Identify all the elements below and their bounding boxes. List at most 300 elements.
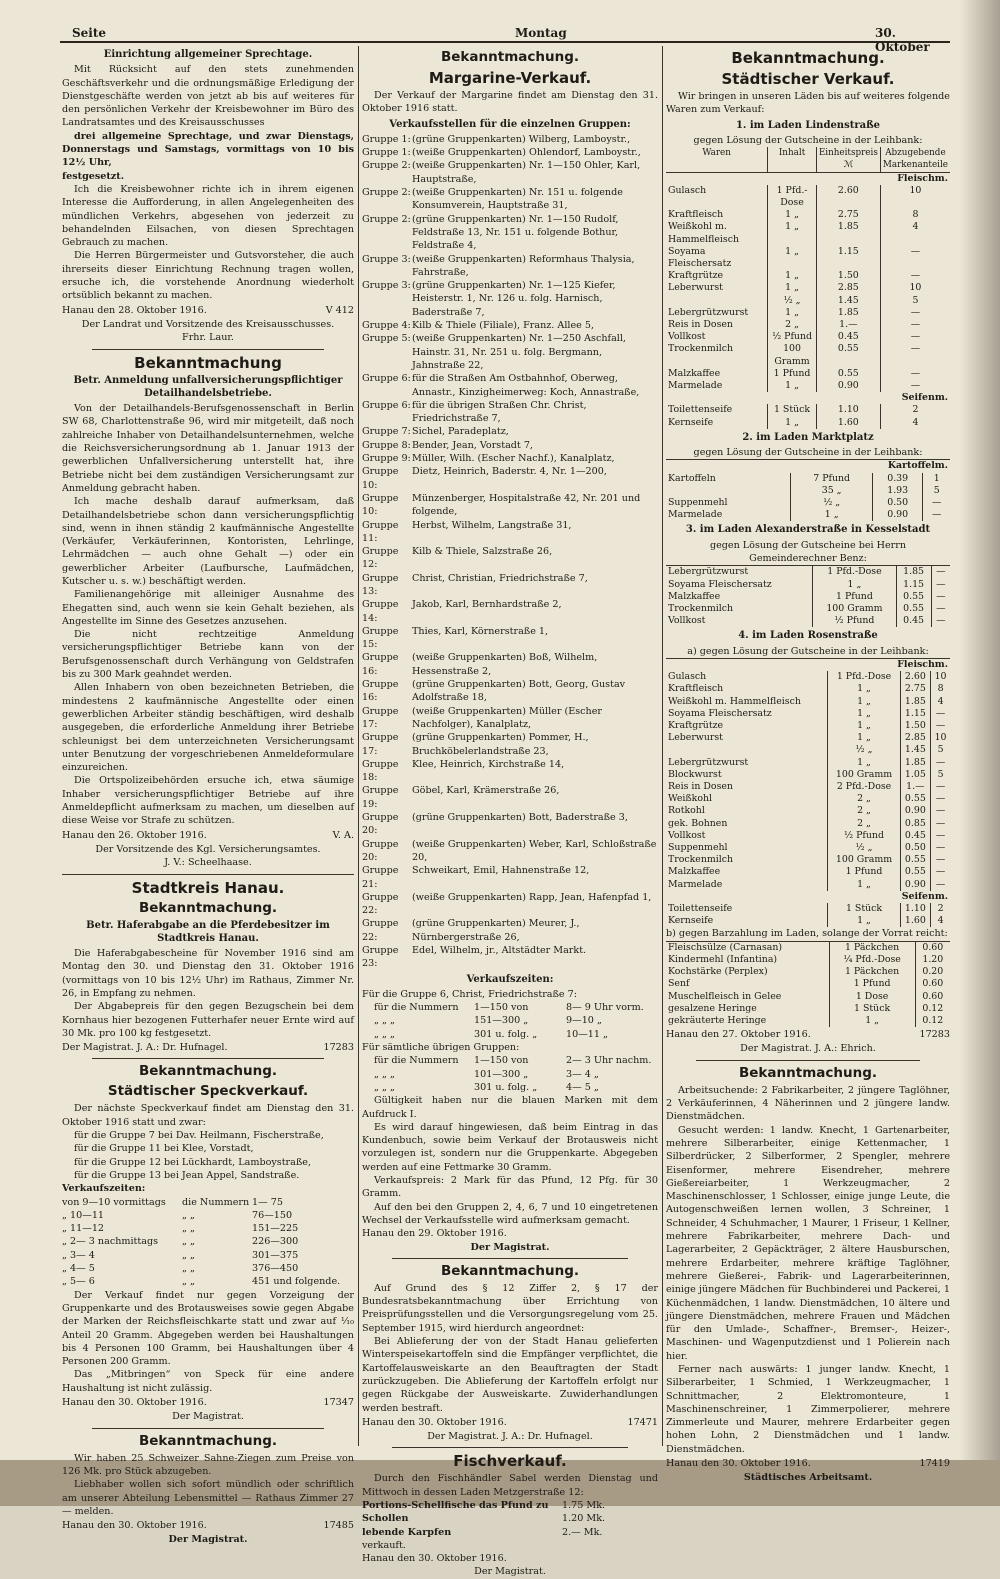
group-shop: für die übrigen Straßen Chr. Christ, Friedrichstraße 7, (412, 399, 587, 425)
list-item (362, 811, 658, 838)
cell-w: Suppenmehl (668, 842, 728, 854)
time: 4— 5 „ (566, 1081, 599, 1093)
category-label: Fleischm. (897, 172, 948, 184)
table-body (666, 941, 950, 1027)
time: 9—10 „ (566, 1015, 602, 1027)
cell-a: — (931, 708, 950, 720)
cell-w: gekräuterte Heringe (668, 1014, 767, 1026)
cell-e: 1.20 (915, 954, 950, 966)
divider (392, 1258, 628, 1259)
group-label: Gruppe 19: (362, 785, 399, 810)
cell-w: Lebergrützwurst (668, 306, 749, 318)
cell-a: 4 (880, 221, 950, 245)
group-shop: (grüne Gruppenkarten) Pommer, H., Bruchköbelerlandstraße 23, (412, 732, 589, 757)
paragraph: Gesucht werden: 1 landw. Knecht, 1 Gartenarbeiter, mehrere Silberarbeiter, einige Kettenmacher, 1 Silberdrücker, 2 Silberformer, 2 Spengler, mehrere Eisenformer, mehrere Eisendreher, mehrere Gießereiarbeiter, 1 Werkzeugmacher, 2 Maschinenschlosser, 1 Schlosser, einige junge Leute, die Autogenschweißen lernen wollen, 3 Schreiner, 1 Schneider, 4 Schuhmacher, 1 Maurer, 1 Friseur, 1 Kellner, mehrere Fabrikarbeiter, mehrere Dach- und Lagerarbeiter, 2 Gepäckträger, 2 ältere Hausburschen, mehrere Erdarbeiter, mehrere kräftige Taglöhner, mehrere Gießerei-, Fabrik- und Lagerarbeiterinnen, einige jüngere Mädchen für Buchbinderei und Packerei, 1 Küchenmädchen, 1 landw. Dienstmädchen, 10 ältere und jüngere Dienstmädchen, mehrere Frauen und Mädchen für den Umlade-, Schaffner-, Bremser-, Heizer-, Maschinen- und Wagenputzdienst und 1 Polierein nach hier. (666, 1124, 950, 1362)
notice-sprechtage (62, 48, 354, 345)
date-line (62, 829, 354, 842)
cell-e: 0.55 (900, 854, 931, 866)
shop-note: gegen Lösung der Gutscheine in der Leihbank: (693, 447, 923, 459)
cell-e: 1.05 (900, 769, 931, 781)
cell-a: 5 (931, 769, 950, 781)
cell-e: 0.85 (900, 818, 931, 830)
schedule-row (62, 1196, 354, 1209)
cell-i: ½ „ (791, 497, 873, 509)
signature: Der Magistrat. J. A.: Dr. Hufnagel. (427, 1431, 593, 1443)
list-item (362, 465, 658, 492)
cell-w: Vollkost (668, 331, 706, 343)
group-label: Gruppe 5: (362, 333, 411, 345)
cell-a: 5 (880, 295, 950, 307)
cell-e: 1.93 (872, 485, 922, 497)
cell-a: 2 (931, 903, 950, 915)
column-header: Abzugebende Markenanteile (880, 147, 950, 172)
group-shop: (weiße Gruppenkarten) Boß, Wilhelm, Hessenstraße 2, (412, 652, 598, 677)
list-item: für die Gruppe 13 bei Jean Appel, Sandstraße. (74, 1169, 300, 1181)
group-label: Gruppe 10: (362, 466, 399, 491)
ref-number: 17485 (323, 1520, 354, 1532)
cell-w: Vollkost (668, 615, 706, 627)
cell-e: 1.85 (816, 221, 880, 245)
divider (62, 874, 354, 875)
table-row (666, 295, 950, 307)
cell-w: Lebergrützwurst (668, 566, 749, 578)
cell-e: 0.60 (915, 991, 950, 1003)
date: Hanau den 28. Oktober 1916. (62, 304, 207, 316)
table-row (666, 591, 950, 603)
notice-title: Bekanntmachung. (138, 899, 277, 916)
cell-a: — (931, 579, 950, 591)
list-item (362, 372, 658, 399)
table-row (666, 417, 950, 429)
ref-number: 17471 (627, 1416, 658, 1428)
list-item (362, 784, 658, 811)
signature: Der Magistrat. (172, 1411, 244, 1423)
paragraph: Die Herren Bürgermeister und Gutsvorsteher, die auch ihrerseits dieser Einrichtung Rechnung tragen wollen, ersuche ich, die vorstehende Anordnung wiederholt ortsüblich bekannt zu machen. (62, 250, 354, 302)
date-line (62, 1519, 354, 1532)
cell-i: ½ „ (828, 744, 900, 756)
table-row (666, 343, 950, 367)
cell-w: Gulasch (668, 671, 707, 683)
paragraph: Arbeitsuchende: 2 Fabrikarbeiter, 2 jüngere Taglöhner, 2 Verkäuferinnen, 4 Näherinnen und 2 jüngere landw. Dienstmädchen. (666, 1084, 950, 1123)
column-divider (358, 46, 359, 1446)
group-label: Gruppe 3: (362, 280, 411, 292)
group-label: Gruppe 1: (362, 133, 411, 145)
cell-w: Leberwurst (668, 732, 723, 744)
cell-a: — (880, 246, 950, 270)
notice-subtitle: Margarine-Verkauf. (428, 69, 592, 87)
table-row (666, 732, 950, 744)
group-label: Gruppe 16: (362, 679, 399, 704)
paragraph: drei allgemeine Sprechtage, und zwar Dienstags, Donnerstags und Samstags, vormittags von 10 bis 12½ Uhr, (62, 130, 354, 169)
cell-w: Kindermehl (Infantina) (668, 953, 778, 965)
list-item (362, 864, 658, 891)
header-day: Montag (515, 26, 567, 40)
table-body (666, 404, 950, 428)
group-shop: (weiße Gruppenkarten) Müller (Escher Nachfolger), Kanalplatz, (412, 705, 602, 730)
time: „ 2— 3 nachmittags (62, 1236, 159, 1248)
cell-i: 1 Pfund (828, 866, 900, 878)
cell-w: Gulasch (668, 184, 707, 196)
cell-w: gek. Bohnen (668, 817, 728, 829)
group-shop: (weiße Gruppenkarten) Nr. 151 u. folgende Konsumverein, Hauptstraße 31, (412, 187, 623, 212)
cell-e: 0.55 (900, 793, 931, 805)
cell-i: 7 Pfund (791, 473, 873, 485)
table-row (666, 991, 950, 1003)
category-row (666, 172, 950, 185)
table-row (666, 915, 950, 927)
cell-i: 1 „ (829, 1015, 915, 1027)
paragraph: Ich mache deshalb darauf aufmerksam, daß Detailhandelsbetriebe schon dann versicherungspflichtig sind, wenn in ihnen ständig 2 kaufmännische Angestellte (Verkäufer, Verkäuferinnen, Kontoristen, Lehrlinge, Lehrmädchen — auch ohne Gehalt —) oder ein gewerblicher Arbeiter (Laufbursche, Laufmädchen, Kutscher u. s. w.) beschäftigt werden. (62, 496, 354, 587)
cell-e: 1.15 (900, 708, 931, 720)
table-row (666, 380, 950, 392)
table-body (666, 473, 950, 522)
cell-w: Soyama Fleischersatz (668, 707, 772, 719)
table-row (666, 485, 950, 497)
cell-i: 100 Gramm (768, 343, 817, 367)
group-label: Gruppe 22: (362, 918, 399, 943)
group-shop: Edel, Wilhelm, jr., Altstädter Markt. (412, 945, 587, 956)
notice-speckverkauf (62, 1063, 354, 1423)
cell-w: Toilettenseife (668, 404, 733, 416)
notice-title: Bekanntmachung. (731, 49, 885, 67)
cell-w: Kartoffeln (668, 472, 716, 484)
ref-number: 17283 (323, 1042, 354, 1054)
goods-table (666, 658, 950, 927)
schedule-row (362, 1081, 658, 1094)
goods-table (666, 565, 950, 627)
signature: Der Magistrat. (470, 1241, 550, 1253)
cell-a: — (931, 793, 950, 805)
cell-i: ½ „ (828, 842, 900, 854)
cell-a: — (880, 343, 950, 367)
category-row (666, 460, 950, 473)
cell-w (666, 744, 828, 756)
table-row (666, 879, 950, 891)
cell-e: 0.55 (896, 603, 931, 615)
cell-e: 1.60 (900, 915, 931, 927)
table-row (666, 615, 950, 627)
cell-i: 1 Päckchen (829, 941, 915, 954)
cell-i: 1 „ (768, 282, 817, 294)
table-row (666, 696, 950, 708)
shop-note: b) gegen Barzahlung im Laden, solange der Vorrat reicht: (666, 928, 948, 940)
list-item (362, 598, 658, 625)
paragraph: Die Haferabgabescheine für November 1916 sind am Montag den 30. und Dienstag den 31. Oktober 1916 (vormittags von 10 bis 12½ Uhr) im Rathaus, Zimmer Nr. 26, in Empfang zu nehmen. (62, 948, 354, 999)
list-item (362, 159, 658, 186)
group-label: Gruppe 6: (362, 399, 411, 411)
cell-a: 10 (880, 282, 950, 294)
cell-a: 4 (931, 696, 950, 708)
column-3 (666, 46, 950, 1485)
table-row (666, 319, 950, 331)
paragraph: Ferner nach auswärts: 1 junger landw. Knecht, 1 Silberarbeiter, 1 Schmied, 1 Werkzeugmacher, 1 Schnittmacher, 2 Elektromonteure, 1 Maschinenschreiner, 1 Zimmerpolierer, mehrere Zimmerleute und Maurer, mehrere Erdarbeiter gegen hohen Lohn, 2 Dienstmädchen und 1 landw. Dienstmädchen. (666, 1363, 950, 1455)
cell-i: 1 „ (768, 307, 817, 319)
cell-w: Marmelade (668, 380, 723, 392)
list-item (362, 133, 658, 146)
cell-e: 0.55 (900, 866, 931, 878)
cell-a: 8 (880, 209, 950, 221)
table-body (666, 903, 950, 927)
group-label: Gruppe 11: (362, 519, 399, 544)
numbers: 301 u. folg. „ (474, 1081, 538, 1093)
cell-w: Weißkohl m. Hammelfleisch (668, 221, 739, 245)
numbers: 1—150 von (474, 1055, 529, 1067)
cell-w: Weißkohl m. Hammelfleisch (668, 695, 801, 707)
time: „ 5— 6 (62, 1276, 95, 1288)
list-item (362, 838, 658, 865)
table-row (666, 842, 950, 854)
category-label: Kartoffelm. (887, 460, 948, 472)
schedule (62, 1196, 354, 1289)
schedule-row (62, 1235, 354, 1248)
cell-i: 1 Pfund (813, 591, 896, 603)
group-label: Gruppe 2: (362, 187, 411, 199)
table-row (666, 805, 950, 817)
paragraph: Das „Mitbringen“ von Speck für eine andere Haushaltung ist nicht zulässig. (62, 1369, 354, 1394)
group-shop: Dietz, Heinrich, Baderstr. 4, Nr. 1—200, (412, 466, 607, 478)
cell-e: 1.85 (896, 566, 931, 579)
table-row (666, 793, 950, 805)
notice-fischverkauf (362, 1452, 658, 1578)
cell-e: 0.45 (900, 830, 931, 842)
table-row (666, 683, 950, 695)
cell-i: 1 Pfund (829, 978, 915, 990)
cell-e: 0.45 (896, 615, 931, 627)
table-row (666, 769, 950, 781)
page-edge-shadow (960, 0, 1000, 1506)
table-row (666, 830, 950, 842)
table-row (666, 246, 950, 270)
cell-a: — (931, 879, 950, 891)
cell-e: 0.50 (872, 497, 922, 509)
cell-a: 5 (923, 485, 950, 497)
cell-a: 2 (880, 404, 950, 416)
group-label: Gruppe 3: (362, 253, 411, 265)
table-header (666, 147, 950, 172)
date-line (62, 304, 354, 317)
cell-i: ¼ Pfd.-Dose (829, 954, 915, 966)
table-row (666, 185, 950, 209)
cell-e: 0.55 (816, 343, 880, 367)
paragraph: festgesetzt. (62, 170, 125, 182)
notice-title: Bekanntmachung (134, 353, 282, 372)
time: 3— 4 „ (566, 1068, 599, 1080)
notice-title: Einrichtung allgemeiner Sprechtage. (103, 49, 313, 60)
cell-w: Lebergrützwurst (668, 756, 749, 768)
group-label: Gruppe 2: (362, 213, 411, 225)
cell-e: 0.90 (816, 380, 880, 392)
list-heading: Verkaufsstellen für die einzelnen Gruppen: (389, 118, 631, 130)
cell-i: 1 Pfd.-Dose (768, 185, 817, 209)
cell-i: 1 „ (768, 380, 817, 392)
table-row (666, 404, 950, 416)
list-item (362, 572, 658, 599)
date: Hanau den 30. Oktober 1916. (362, 1553, 507, 1565)
schedule-row (62, 1209, 354, 1222)
cell-e: 0.50 (900, 842, 931, 854)
cell-e: 1.10 (816, 404, 880, 416)
numbers: 1—150 von (474, 1002, 529, 1014)
time: von 9—10 vormittags (62, 1196, 166, 1208)
time: „ 3— 4 (62, 1249, 95, 1261)
paragraph: Es wird darauf hingewiesen, daß beim Eintrag in das Kundenbuch, sowie beim Verkauf der Brotausweis nicht vorzulegen ist, sondern nur die Gruppenkarte. Abgegeben werden auf eine Fettmarke 30 Gramm. (362, 1121, 658, 1173)
cell-i: 1 Pfd.-Dose (813, 566, 896, 579)
cell-w: Trockenmilch (668, 602, 734, 614)
schedule-row (62, 1249, 354, 1262)
list-item (362, 891, 658, 918)
cell-a: — (931, 830, 950, 842)
table-row (666, 497, 950, 509)
column-header: Einheitspreis ℳ (816, 147, 880, 172)
group-label: Gruppe 16: (362, 652, 399, 677)
column-divider (662, 46, 663, 1446)
schedule-row (62, 1262, 354, 1275)
item-price: 2.— Mk. (562, 1526, 603, 1538)
date: Hanau den 30. Oktober 1916. (666, 1458, 811, 1470)
category-label: Fleischm. (897, 658, 948, 670)
paragraph: Der Verkauf findet nur gegen Vorzeigung der Gruppenkarte und des Brotausweises sowie gegen Abgabe der Marken der Reichsfleischkarte statt und zwar auf ¹⁄₁₀ Anteil 20 Gramm. Abgegeben werden bei Haushaltungen bis 4 Personen 100 Gramm, bei Haushaltungen über 4 Personen 200 Gramm. (62, 1289, 354, 1368)
schedule-row (62, 1275, 354, 1288)
shop-heading: 2. im Laden Marktplatz (742, 431, 874, 443)
table-row (666, 1003, 950, 1015)
sign-line (62, 1041, 354, 1054)
table-body (666, 185, 950, 392)
group-shop: (grüne Gruppenkarten) Wilberg, Lamboystr., (412, 133, 631, 145)
cell-i: 2 „ (828, 818, 900, 830)
group-shop: Schweikart, Emil, Hahnenstraße 12, (412, 865, 590, 877)
notice-staedtischer-verkauf (666, 49, 950, 1056)
notice-title: Bekanntmachung. (738, 1064, 877, 1081)
paragraph: Auf den bei den Gruppen 2, 4, 6, 7 und 10 eingetretenen Wechsel der Verkaufsstelle wird aufmerksam gemacht. (362, 1201, 658, 1226)
cell-i: ½ Pfund (813, 615, 896, 627)
item-name: Portions-Schellfische das Pfund zu (362, 1499, 549, 1511)
notice-subtitle: Städtischer Verkauf. (721, 70, 895, 88)
paragraph: Auf Grund des § 12 Ziffer 2, § 17 der Bundesratsbekanntmachung über Errichtung von Preisprüfungsstellen und die Versorgungsregelung vom 25. September 1915, wird hierdurch angeordnet: (362, 1282, 658, 1334)
list-item (362, 253, 658, 280)
cell-a: — (931, 842, 950, 854)
cell-w: Marmelade (668, 509, 723, 521)
ref-number: 17419 (919, 1458, 950, 1470)
cell-i: 100 Gramm (828, 854, 900, 866)
notice-title: Bekanntmachung. (138, 1063, 277, 1080)
cell-e: 1.10 (900, 903, 931, 915)
cell-w: Leberwurst (668, 282, 723, 294)
list-item (362, 651, 658, 678)
cell-a: — (931, 720, 950, 732)
cell-i: ½ Pfund (768, 331, 817, 343)
group-shop: (grüne Gruppenkarten) Bott, Georg, Gustav Adolfstraße 18, (412, 679, 626, 704)
group-shop: Christ, Christian, Friedrichstraße 7, (412, 572, 588, 584)
cell-i: 1 „ (768, 209, 817, 221)
list-item (362, 917, 658, 944)
list-item (362, 758, 658, 785)
label: „ „ (182, 1236, 195, 1248)
divider (92, 1058, 324, 1059)
shop-note: gegen Lösung der Gutscheine in der Leihbank: (693, 134, 923, 146)
cell-w: Malzkaffee (668, 866, 721, 878)
list-item (362, 399, 658, 426)
date: Hanau den 26. Oktober 1916. (62, 829, 207, 841)
schedule-row (362, 1054, 658, 1067)
list-item (362, 425, 658, 438)
signature: Der Magistrat. J. A.: Ehrich. (740, 1043, 876, 1055)
group-label: Gruppe 20: (362, 838, 399, 863)
notice-title: Bekanntmachung. (440, 49, 579, 65)
label: „ „ „ (374, 1068, 396, 1080)
schedule-intro: Für die Gruppe 6, Christ, Friedrichstraße 7: (362, 988, 577, 1000)
table-row (666, 818, 950, 830)
cell-w: Kraftgrütze (668, 719, 724, 731)
notice-title: Fischverkauf. (453, 1452, 567, 1471)
notice-arbeitsamt (666, 1065, 950, 1485)
numbers: 301—375 (252, 1249, 299, 1261)
cell-w: Suppenmehl (668, 497, 728, 509)
group-shop: (grüne Gruppenkarten) Nr. 1—150 Rudolf, Feldstraße 13, Nr. 151 u. folgende Bothur, Feldstraße 4, (412, 213, 619, 252)
numbers: 301 u. folg. „ (474, 1028, 538, 1040)
paragraph: Ich die Kreisbewohner richte ich in ihrem eigenen Interesse die Aufforderung, in allen Angelegenheiten des mündlichen Verkehrs, abgesehen von jederzeit zu behandelnden Eilsachen, von diesen Sprechtagen Gebrauch zu machen. (62, 183, 354, 249)
section-title: Stadtkreis Hanau. (131, 878, 285, 897)
cell-w: Trockenmilch (668, 854, 734, 866)
group-label: Gruppe 10: (362, 492, 399, 518)
paragraph: Der Verkauf der Margarine findet am Dienstag den 31. Oktober 1916 statt. (362, 90, 658, 115)
time: 8— 9 Uhr vorm. (566, 1002, 644, 1014)
cell-i: 1 „ (828, 879, 900, 891)
group-shop: Kilb & Thiele, Salzstraße 26, (412, 546, 553, 558)
numbers: 226—300 (252, 1236, 299, 1248)
group-label: Gruppe 23: (362, 945, 399, 970)
table-row (666, 954, 950, 966)
time: 2— 3 Uhr nachm. (566, 1055, 652, 1067)
date-line (666, 1028, 950, 1041)
cell-e: 0.45 (816, 331, 880, 343)
table-body (666, 671, 950, 891)
goods-table (666, 147, 950, 429)
cell-a: 4 (931, 915, 950, 927)
cell-e: 2.75 (816, 209, 880, 221)
cell-i: 1 „ (768, 270, 817, 282)
time: „ 11—12 (62, 1223, 105, 1235)
cell-a: 10 (931, 671, 950, 683)
group-shop: Jakob, Karl, Bernhardstraße 2, (412, 599, 562, 611)
group-shop: Bender, Jean, Vorstadt 7, (412, 439, 533, 451)
cell-w: Reis in Dosen (668, 319, 733, 331)
cell-i: 1 „ (828, 708, 900, 720)
paragraph: Durch den Fischhändler Sabel werden Dienstag und Mittwoch in dessen Laden Metzgerstraße 12: (362, 1473, 658, 1498)
cell-e: 0.55 (896, 591, 931, 603)
table-row (666, 209, 950, 221)
column-header: Waren (666, 147, 768, 172)
notice-title: Bekanntmachung. (440, 1262, 579, 1279)
cell-e: 1.— (816, 319, 880, 331)
numbers: 76—150 (252, 1209, 293, 1221)
table-row (666, 282, 950, 294)
label: „ „ (182, 1263, 195, 1275)
price-row (362, 1499, 658, 1512)
list-item: für die Gruppe 12 bei Lückhardt, Lamboystraße, (74, 1156, 311, 1168)
cell-e: 1.15 (816, 246, 880, 270)
cell-a: 10 (880, 185, 950, 209)
date-line (62, 1396, 354, 1409)
date-line (666, 1457, 950, 1470)
date: Hanau den 27. Oktober 1916. (666, 1029, 811, 1041)
list-item (362, 332, 658, 372)
cell-i: ½ „ (768, 295, 817, 307)
table-row (666, 331, 950, 343)
schedule (362, 1001, 658, 1041)
column-header: Inhalt (768, 147, 817, 172)
table-row (666, 603, 950, 615)
time: „ 4— 5 (62, 1263, 95, 1275)
